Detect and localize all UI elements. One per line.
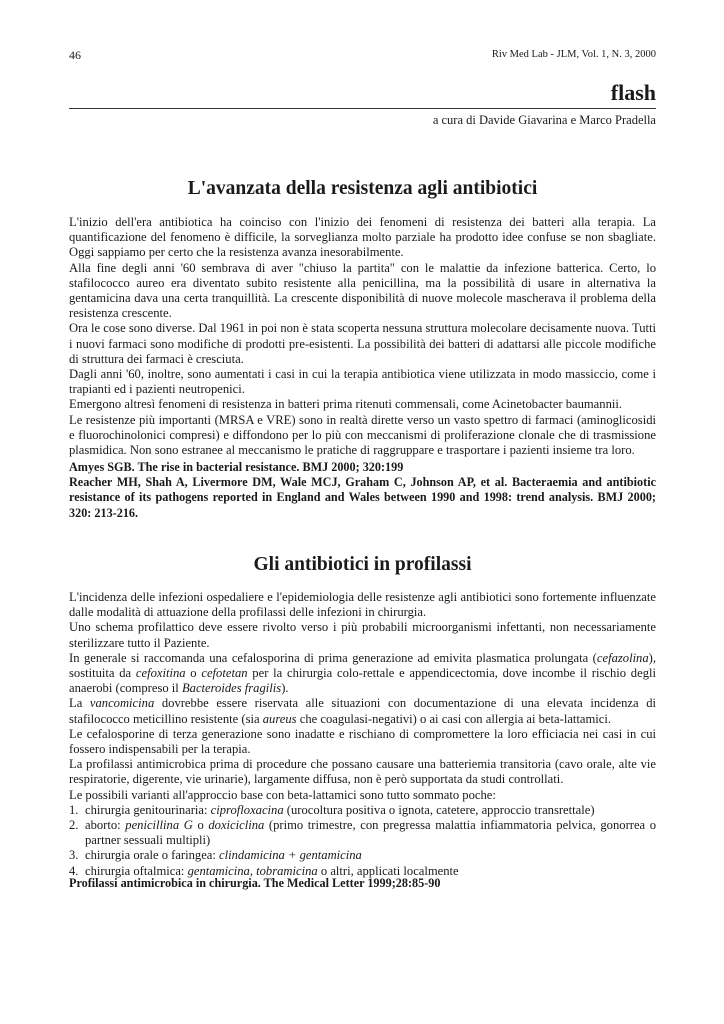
header-divider bbox=[69, 108, 656, 109]
article-1-references bbox=[69, 460, 656, 521]
reference: Profilassi antimicrobica in chirurgia. The Medical Letter 1999;28:85-90 bbox=[69, 876, 441, 890]
article-1-body bbox=[69, 215, 656, 458]
paragraph: Le resistenze più importanti (MRSA e VRE) sono in realtà dirette verso un vasto spettro di farmaci (aminoglicosidi e fluorochinolonici compresi) e diffondono per lo più con meccanismi di proliferazione clonale che di trasmissione plasmidica. Non sono estranee al meccanismo le pratiche di raggruppare e trasportare i pazienti insieme tra loro. bbox=[69, 412, 656, 458]
article-2-title: Gli antibiotici in profilassi bbox=[253, 554, 472, 575]
page-number: 46 bbox=[69, 48, 81, 62]
running-header bbox=[69, 48, 656, 64]
list-item: 1. chirurgia genitourinaria: ciprofloxacina (urocoltura positiva o ignota, catetere, approccio transrettale) bbox=[69, 802, 595, 817]
paragraph: Alla fine degli anni '60 sembrava di aver "chiuso la partita" con le malattie da infezione batterica. Certo, lo stafilococco aureo era diventato subito resistente alla penicillina, ma la possibilità di usare in alternativa la gentamicina dava una certa tranquillità. La crescente disponibilità di nuove molecole mascherava il problema della resistenza crescente. bbox=[69, 260, 656, 321]
paragraph: Dagli anni '60, inoltre, sono aumentati i casi in cui la terapia antibiotica viene utilizzata in modo massiccio, come i trapianti ed i pazienti neutropenici. bbox=[69, 367, 656, 397]
prophylaxis-variants-list bbox=[69, 803, 656, 879]
paragraph: La profilassi antimicrobica prima di procedure che possano causare una batteriemia transitoria (cavo orale, alte vie respiratorie, digerente, vie urinarie), largamente diffusa, non è però supportata da studi controllati. bbox=[69, 757, 656, 787]
reference: Reacher MH, Shah A, Livermore DM, Wale MCJ, Graham C, Johnson AP, et al. Bacteraemia and antibiotic resistance of its pathogens reported in England and Wales between 1990 and 1998: trend analysis. BMJ 2000; 320: 213-216. bbox=[69, 475, 656, 520]
article-1-title: L'avanzata della resistenza agli antibiotici bbox=[187, 178, 538, 199]
section-title: flash bbox=[610, 80, 656, 105]
article-2-body bbox=[69, 590, 656, 879]
paragraph: Ora le cose sono diverse. Dal 1961 in poi non è stata scoperta nessuna struttura molecolare decisamente nuova. Tutti i nuovi farmaci sono modifiche di prodotti pre-esistenti. La possibilità dei batteri di adattarsi alle piccole modifiche di struttura dei farmaci è cresciuta. bbox=[69, 321, 656, 366]
article-2-references bbox=[69, 876, 656, 891]
paragraph: Le possibili varianti all'approccio base con beta-lattamici sono tutto sommato poche: bbox=[69, 787, 496, 802]
section-editors: a cura di Davide Giavarina e Marco Pradella bbox=[432, 113, 656, 127]
list-item: 2. aborto: penicillina G o doxiciclina (primo trimestre, con pregressa malattia infiammatoria pelvica, gonorrea o partner sessuali multipli) bbox=[69, 818, 657, 848]
paragraph: Le cefalosporine di terza generazione sono inadatte e rischiano di compromettere la loro efficiacia nei casi in cui fossero indispensabili per la terapia. bbox=[69, 726, 656, 757]
reference: Amyes SGB. The rise in bacterial resistance. BMJ 2000; 320:199 bbox=[69, 460, 404, 474]
paragraph: Uno schema profilattico deve essere rivolto verso i più probabili microorganismi infettanti, non necessariamente sterilizzare tutto il Paziente. bbox=[69, 620, 656, 650]
paragraph: La vancomicina dovrebbe essere riservata alle situazioni con documentazione di una elevata incidenza di stafilococco meticillino resistente (sia aureus che coagulasi-negativi) o ai casi con allergia ai beta-lattamici. bbox=[69, 696, 656, 726]
paragraph: Emergono altresì fenomeni di resistenza in batteri prima ritenuti commensali, come Acinetobacter baumannii. bbox=[69, 397, 623, 412]
paragraph: L'incidenza delle infezioni ospedaliere e l'epidemiologia delle resistenze agli antibiotici sono fortemente influenzate dalle modalità di attuazione della profilassi delle infezioni in chirurgia. bbox=[69, 590, 656, 620]
paragraph: In generale si raccomanda una cefalosporina di prima generazione ad emivita plasmatica prolungata (cefazolina), sostituita da cefoxitina o cefotetan per la chirurgia colo-rettale e appendicectomia, dove incombe il rischio degli anaerobi (compreso il Bacteroides fragilis). bbox=[69, 650, 656, 696]
list-item: 4. chirurgia oftalmica: gentamicina, tobramicina o altri, applicati localmente bbox=[69, 863, 459, 878]
journal-citation: Riv Med Lab - JLM, Vol. 1, N. 3, 2000 bbox=[491, 49, 656, 60]
paragraph: L'inizio dell'era antibiotica ha coinciso con l'inizio dei fenomeni di resistenza dei batteri alla terapia. La quantificazione del fenomeno è difficile, la sorveglianza molto parziale ha prodotto idee confuse se non sbagliate. Oggi sappiamo per certo che la resistenza avanza inesorabilmente. bbox=[69, 215, 656, 260]
list-item: 3. chirurgia orale o faringea: clindamicina + gentamicina bbox=[69, 848, 362, 863]
